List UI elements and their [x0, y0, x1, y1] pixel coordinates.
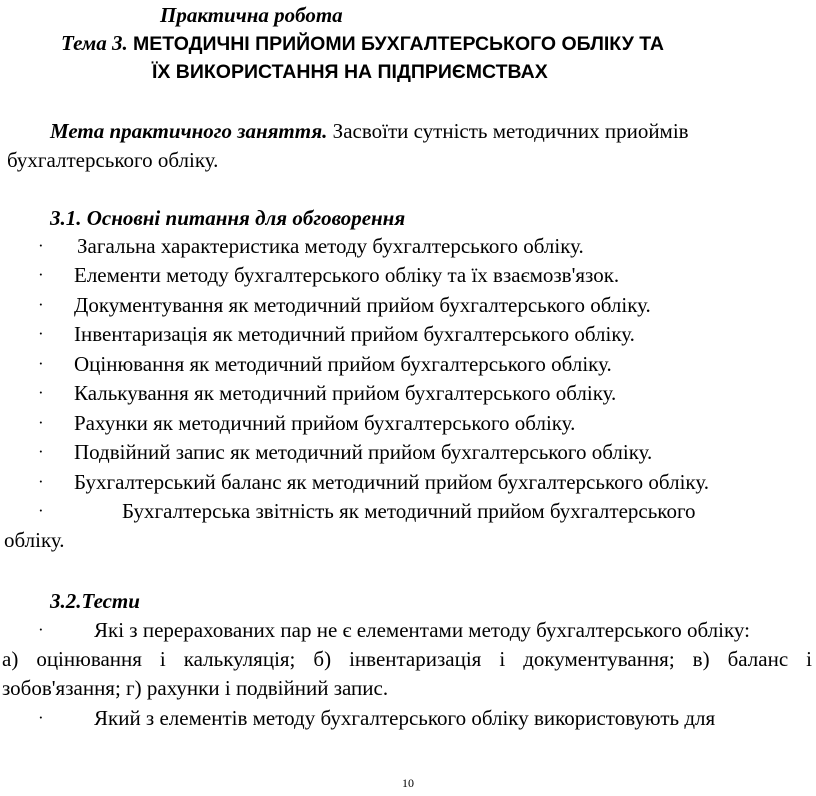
bullet-icon: · [38, 442, 44, 461]
list-item-text: Рахунки як методичний прийом бухгалтерського обліку. [74, 411, 576, 435]
goal-label: Мета практичного заняття. [50, 119, 328, 143]
list-item-text-wrap: обліку. [4, 528, 65, 552]
section-heading-tests: 3.2.Тести [50, 589, 140, 613]
bullet-icon: · [38, 236, 44, 255]
practical-work-label: Практична робота [160, 3, 343, 27]
goal-text: Засвоїти сутність методичних приоймів [332, 119, 689, 143]
section-heading-discussion: 3.1. Основні питання для обговорення [50, 206, 406, 230]
bullet-icon: · [38, 472, 44, 491]
page-title [61, 30, 664, 57]
title-line-2: ЇХ ВИКОРИСТАННЯ НА ПІДПРИЄМСТВАХ [152, 61, 548, 83]
topic-label: Тема 3. [61, 31, 128, 55]
list-item-text: Загальна характеристика методу бухгалтерського обліку. [77, 234, 584, 258]
list-item-text: Документування як методичний прийом бухгалтерського обліку. [74, 293, 651, 317]
bullet-icon: · [38, 620, 44, 639]
list-item-text: Бухгалтерський баланс як методичний прийом бухгалтерського обліку. [74, 470, 709, 494]
title-line-1: МЕТОДИЧНІ ПРИЙОМИ БУХГАЛТЕРСЬКОГО ОБЛІКУ ТА [133, 33, 665, 55]
bullet-icon: · [38, 501, 44, 520]
bullet-icon: · [38, 265, 44, 284]
question-options: а) оцінювання і калькуляція; б) інвентаризація і документування; в) баланс і [2, 647, 812, 671]
page-number: 10 [402, 776, 414, 790]
list-item-text: Інвентаризація як методичний прийом бухгалтерського обліку. [74, 322, 635, 346]
question-text: Які з перерахованих пар не є елементами методу бухгалтерського обліку: [94, 618, 750, 642]
bullet-icon: · [38, 383, 44, 402]
goal-text-continued: бухгалтерського обліку. [7, 148, 219, 172]
list-item-text: Бухгалтерська звітність як методичний прийом бухгалтерського [122, 499, 696, 523]
bullet-icon: · [38, 413, 44, 432]
list-item-text: Оцінювання як методичний прийом бухгалтерського обліку. [74, 352, 612, 376]
list-item-text: Подвійний запис як методичний прийом бухгалтерського обліку. [74, 440, 653, 464]
list-item-text: Елементи методу бухгалтерського обліку та їх взаємозв'язок. [74, 263, 620, 287]
bullet-icon: · [38, 708, 44, 727]
bullet-icon: · [38, 324, 44, 343]
goal-paragraph [50, 118, 689, 144]
list-item-text: Калькування як методичний прийом бухгалтерського обліку. [74, 381, 617, 405]
question-text: Який з елементів методу бухгалтерського обліку використовують для [94, 706, 716, 730]
bullet-icon: · [38, 295, 44, 314]
bullet-icon: · [38, 354, 44, 373]
question-options-continued: зобов'язання; г) рахунки і подвійний запис. [2, 676, 389, 700]
